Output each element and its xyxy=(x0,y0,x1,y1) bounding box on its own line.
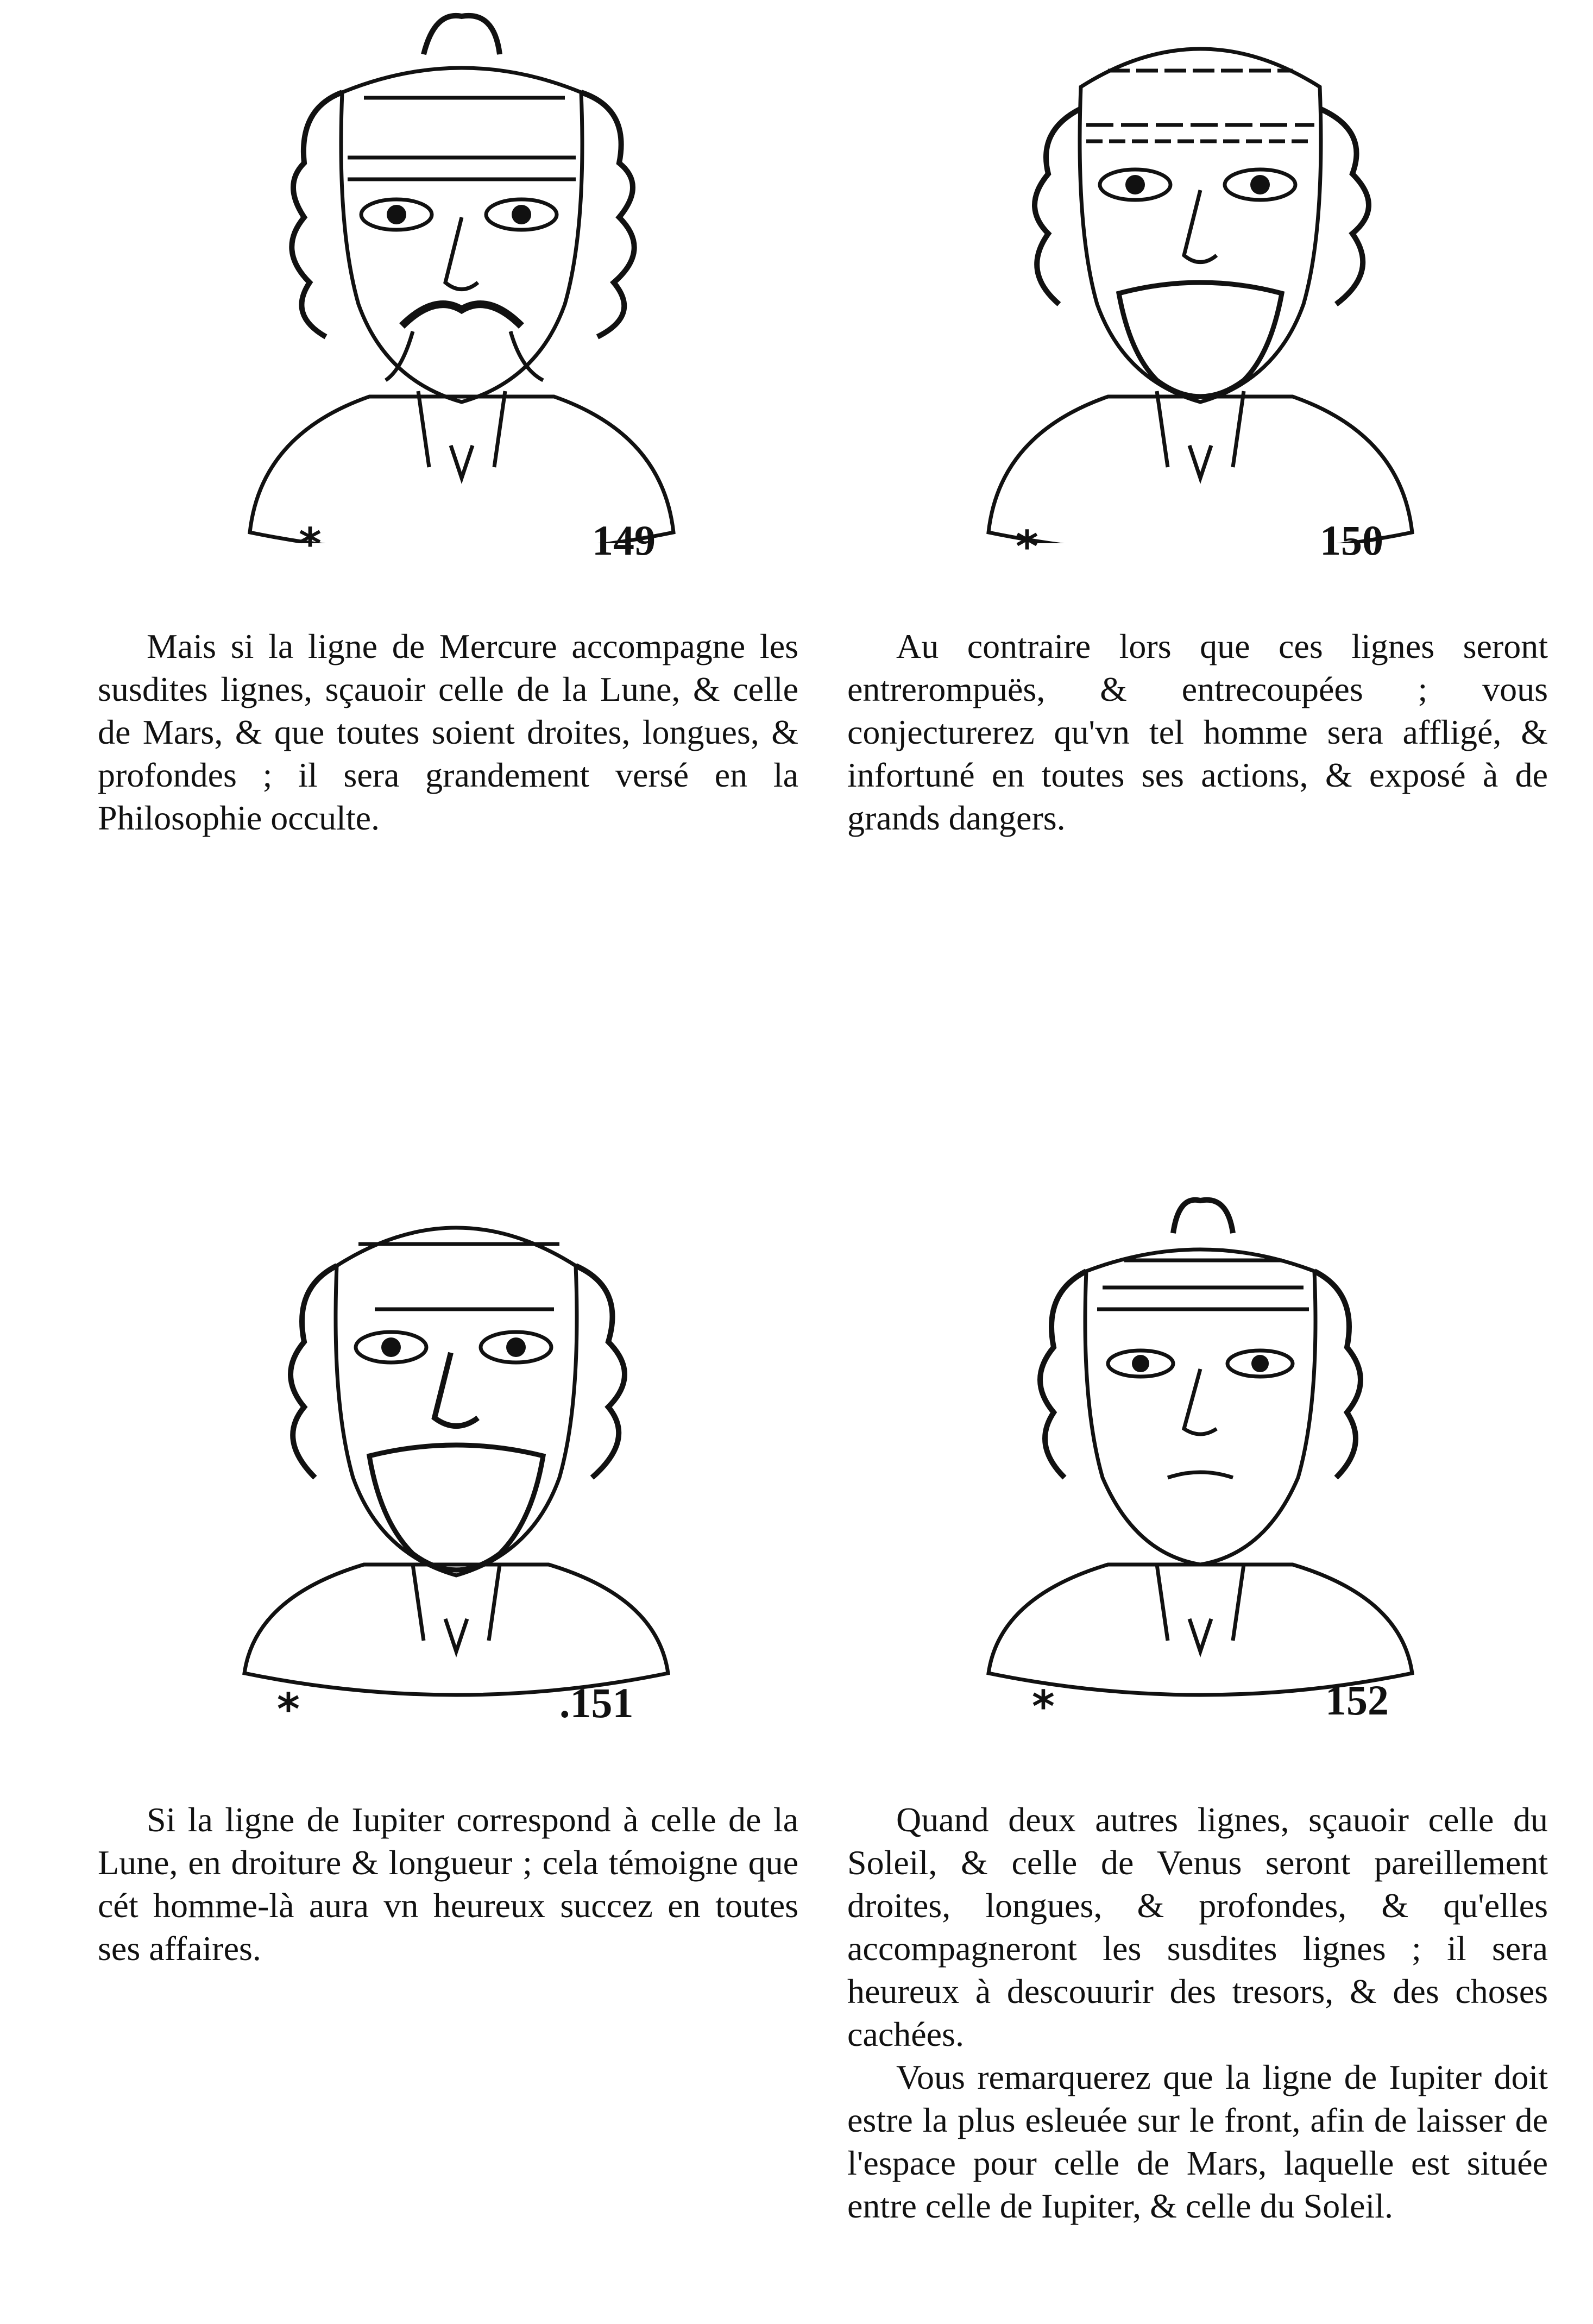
paragraph-149-text: Mais si la ligne de Mercure accompagne les susdites lignes, sçauoir celle de la Lune, & celle de Mars, & que toutes soient droites, longues, & profondes ; il sera grandement versé en la Philosophie occulte. xyxy=(98,627,798,837)
hair-left xyxy=(292,92,342,337)
figure-151 xyxy=(234,1184,679,1735)
paragraph-151-text: Si la ligne de Iupiter correspond à celle de la Lune, en droiture & longueur ; cela témoigne que cét homme-là aura vn heureux succez en toutes ses affaires. xyxy=(98,1800,798,1968)
bust-outline xyxy=(244,1565,668,1695)
mouth xyxy=(1168,1472,1233,1478)
face-outline xyxy=(1080,49,1321,402)
hair-left xyxy=(291,1266,337,1478)
figure-149-number: 149 xyxy=(592,517,656,564)
paragraph-152-text-a: Quand deux autres lignes, sçauoir celle du Soleil, & celle de Venus seront pareillement droites, longues, & profondes, & qu'elles accompagneront les susdites lignes ; il sera heureux à descouurir des tresors, & des choses cachées. xyxy=(847,1800,1548,2053)
topknot xyxy=(424,16,500,54)
neck xyxy=(1157,391,1244,478)
paragraph-151 xyxy=(98,1798,798,1970)
neck xyxy=(418,391,505,478)
figure-151-number: .151 xyxy=(559,1679,634,1726)
neck xyxy=(413,1565,500,1651)
beard xyxy=(1119,282,1282,397)
figure-150-number: 150 xyxy=(1320,517,1383,564)
figure-149-marker: * xyxy=(299,519,322,569)
bust-outline xyxy=(988,1565,1412,1695)
paragraph-152-text-b: Vous remarquerez que la ligne de Iupiter doit estre la plus esleuée sur le front, afin de laisser de l'espace pour celle de Mars, laquelle est située entre celle de Iupiter, & celle du Soleil. xyxy=(847,2058,1548,2225)
figure-152-number: 152 xyxy=(1325,1676,1389,1724)
nose xyxy=(435,1353,478,1426)
nose xyxy=(445,217,478,290)
neck xyxy=(1157,1565,1244,1651)
figure-152-marker: * xyxy=(1032,1681,1055,1732)
moustache xyxy=(402,304,521,326)
hair-left xyxy=(1040,1271,1086,1478)
beard xyxy=(369,1445,543,1570)
woodcut-head-152 xyxy=(978,1184,1423,1728)
woodcut-head-149 xyxy=(239,0,684,543)
hair-right xyxy=(1320,109,1369,304)
figure-152 xyxy=(978,1184,1423,1732)
paragraph-150-text: Au contraire lors que ces lignes seront entrerompuës, & entrecoupées ; vous conjecturerez qu'vn tel homme sera affligé, & infortuné en toutes ses actions, & exposé à de grands dangers. xyxy=(847,627,1548,837)
hair-right xyxy=(1314,1271,1361,1478)
figure-151-marker: * xyxy=(277,1684,300,1735)
topknot xyxy=(1173,1200,1233,1233)
woodcut-head-151 xyxy=(234,1184,679,1728)
face-outline xyxy=(341,68,582,402)
hair-left xyxy=(1035,109,1081,304)
face-outline xyxy=(336,1228,577,1575)
nose xyxy=(1184,190,1217,262)
figure-150-marker: * xyxy=(1016,522,1038,572)
paragraph-150 xyxy=(847,625,1548,839)
face-outline xyxy=(1085,1249,1315,1565)
figure-150 xyxy=(978,0,1423,572)
paragraph-149 xyxy=(98,625,798,839)
paragraph-152 xyxy=(847,1798,1548,2227)
figure-149 xyxy=(239,0,684,569)
hair-right xyxy=(581,92,634,337)
nose xyxy=(1184,1369,1217,1434)
hair-right xyxy=(576,1266,625,1478)
woodcut-head-150 xyxy=(978,0,1423,543)
